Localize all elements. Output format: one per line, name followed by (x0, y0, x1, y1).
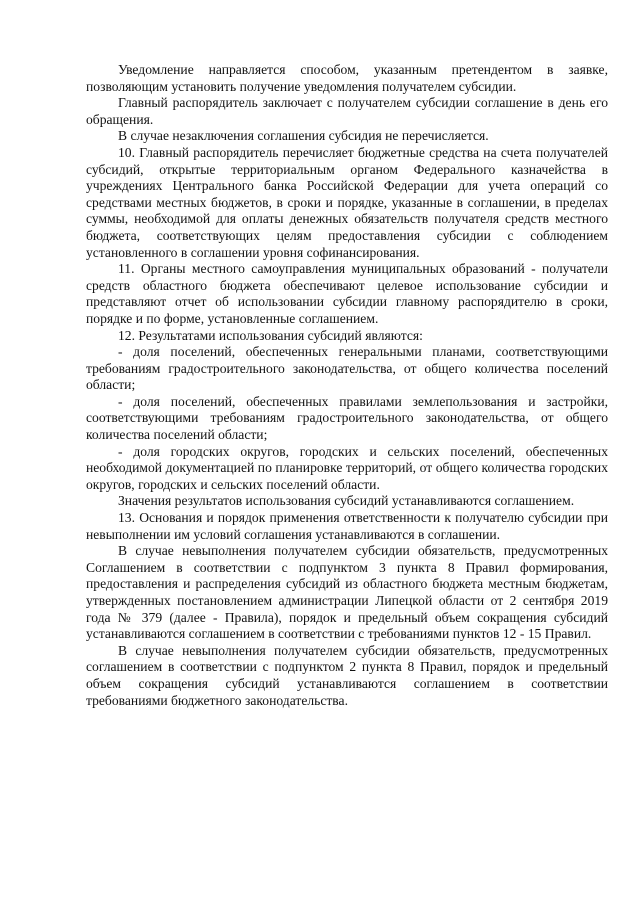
list-item-planning-documentation: - доля городских округов, городских и сельских поселений, обеспеченных необходимой документацией по планировке территорий, от общего количества городских округов, городских и сельских поселений области. (86, 443, 608, 492)
paragraph-item-11: 11. Органы местного самоуправления муниципальных образований - получатели средств областного бюджета обеспечивают целевое использование субсидии и представляют отчет об использовании субсидии главному распорядителю в сроки, порядке и по форме, установленные соглашением. (86, 261, 608, 326)
document-page (86, 62, 608, 709)
list-item-land-use-rules: - доля поселений, обеспеченных правилами землепользования и застройки, соответствующими требованиям градостроительного законодательства, от общего количества поселений области; (86, 393, 608, 443)
paragraph-agreement-conclusion: Главный распорядитель заключает с получателем субсидии соглашение в день его обращения. (86, 95, 608, 127)
paragraph-notification-method: Уведомление направляется способом, указанным претендентом в заявке, позволяющим установить получение уведомления получателем субсидии. (86, 62, 608, 94)
paragraph-reduction-budget-law: В случае невыполнения получателем субсидии обязательств, предусмотренных соглашением в соответствии с подпунктом 2 пункта 8 Правил, порядок и предельный объем сокращения субсидий устанавливаются соглашением в соответствии требованиями бюджетного законодательства. (86, 642, 608, 708)
paragraph-no-agreement: В случае незаключения соглашения субсидия не перечисляется. (118, 128, 489, 144)
paragraph-result-values: Значения результатов использования субсидий устанавливаются соглашением. (118, 493, 575, 509)
list-item-general-plans: - доля поселений, обеспеченных генеральными планами, соответствующими требованиям градостроительного законодательства, от общего количества поселений области; (86, 344, 608, 393)
paragraph-item-13: 13. Основания и порядок применения ответственности к получателю субсидии при невыполнении им условий соглашения устанавливаются в соглашении. (86, 510, 608, 542)
paragraph-item-10: 10. Главный распорядитель перечисляет бюджетные средства на счета получателей субсидий, открытые территориальным органом Федерального казначейства в учреждениях Центрального банка Российской Федерации для учета операций со средствами местных бюджетов, в сроки и порядке, указанные в соглашении, в пределах суммы, необходимой для оплаты денежных обязательств получателя средств местного бюджета, соответствующих целям предоставления субсидии с соблюдением установленного в соглашении уровня софинансирования. (86, 144, 608, 260)
paragraph-reduction-rules: В случае невыполнения получателем субсидии обязательств, предусмотренных Соглашением в соответствии с подпунктом 3 пункта 8 Правил формирования, предоставления и распределения субсидий из областного бюджета местным бюджетам, утвержденных постановлением администрации Липецкой области от 2 сентября 2019 года № 379 (далее - Правила), порядок и предельный объем сокращения субсидий устанавливаются соглашением в соответствии с требованиями пунктов 12 - 15 Правил. (86, 543, 608, 642)
paragraph-item-12: 12. Результатами использования субсидий являются: (118, 327, 423, 343)
